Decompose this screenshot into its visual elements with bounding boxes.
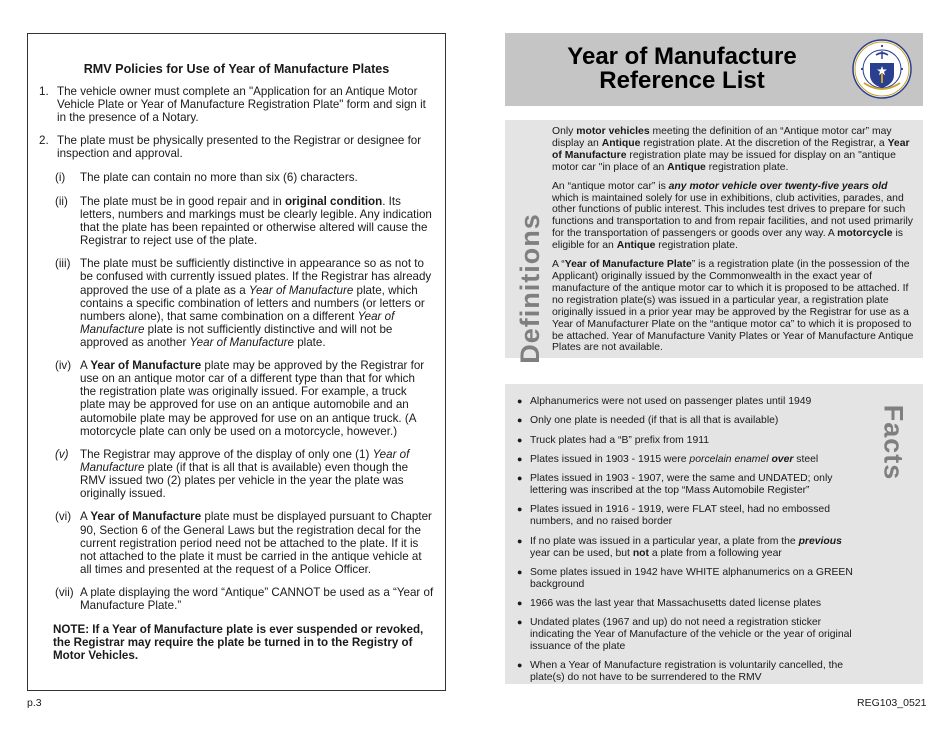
fact-item: ● Some plates issued in 1942 have WHITE alphanumerics on a GREEN background [517, 566, 853, 590]
fact-item: ● Alphanumerics were not used on passenger plates until 1949 [517, 396, 812, 407]
sub-text: A Year of Manufacture plate may be approved by the Registrar for use on an antique motor car of a different type than that for which the registration plate was originally issued. For example, a truck plate may be approved for use on an antique automobile and an automobile plate may be approved for use on an antique truck. (A motorcycle plate can only be used on a motorcycle, however.) [80, 359, 425, 438]
sub-policy-list [55, 171, 434, 612]
bullet-icon: ● [517, 453, 523, 464]
bullet-icon: ● [517, 617, 523, 628]
form-code: REG103_0521 [857, 697, 927, 709]
facts-section [505, 384, 923, 684]
policies-panel [27, 33, 446, 691]
bullet-icon: ● [517, 566, 523, 577]
sub-text: A plate displaying the word “Antique” CANNOT be used as a “Year of Manufacture Plate.” [80, 586, 434, 613]
reference-header [505, 33, 923, 106]
policy-item-2 [39, 134, 434, 160]
bullet-icon: ● [517, 473, 523, 484]
sub-policy-ii [55, 195, 434, 247]
bullet-icon: ● [517, 396, 523, 406]
fact-item: ● If no plate was issued in a particular year, a plate from the previous year can be used, but not a plate from a following year [517, 535, 842, 559]
sub-number: (iii) [55, 257, 71, 271]
page-number: p.3 [27, 697, 42, 709]
policy-list [39, 85, 434, 662]
sub-number: (vi) [55, 510, 72, 524]
sub-policy-v [55, 448, 434, 500]
bullet-icon: ● [517, 415, 523, 426]
fact-item: ● Only one plate is needed (if that is all that is available) [517, 415, 779, 427]
title-line-2: Reference List [599, 67, 765, 94]
sub-policy-vi [55, 510, 434, 575]
sub-text: A Year of Manufacture plate must be displayed pursuant to Chapter 90, Section 6 of the General Laws but the registration decal for the current registration period need not be attached to the plate. If it is not attached to the plate it must be carried in the antique vehicle at all times and presented at the request of a Police Officer. [80, 510, 432, 576]
sub-policy-iv [55, 359, 434, 438]
definitions-section [505, 120, 923, 364]
sub-number: (v) [55, 447, 69, 461]
bullet-icon: ● [517, 504, 523, 515]
reference-title [527, 45, 837, 93]
suspension-note: NOTE: If a Year of Manufacture plate is ever suspended or revoked, the Registrar may require the plate be turned in to the Registry of Motor Vehicles. [53, 622, 424, 662]
sub-text: The plate can contain no more than six (6) characters. [80, 171, 358, 185]
fact-item: ● Truck plates had a “B” prefix from 1911 [517, 434, 710, 446]
policy-number: 1. [39, 85, 49, 98]
definition-paragraph: Only motor vehicles meeting the definition of an “Antique motor car” may display an Antique registration plate. At the discretion of the Registrar, a Year of Manufacture registration plate may be issued for display on an "antique motor car "in place of an Antique registration plate. [552, 126, 910, 173]
sub-number: (vii) [55, 586, 74, 600]
definitions-body [552, 126, 915, 361]
fact-item: ● Plates issued in 1903 - 1907, were the same and UNDATED; only lettering was inscribed at the top “Mass Automobile Register” [517, 473, 833, 497]
sub-number: (iv) [55, 359, 72, 373]
policy-item-1 [39, 85, 434, 124]
fact-item: ● 1966 was the last year that Massachusetts dated license plates [517, 598, 822, 609]
sub-number: (ii) [55, 194, 68, 208]
policy-text: The vehicle owner must complete an "Application for an Antique Motor Vehicle Plate or Year of Manufacture Registration Plate" form and sign it in the presence of a Notary. [57, 85, 426, 125]
definitions-label: Definitions [514, 212, 545, 364]
fact-item: ● Plates issued in 1903 - 1915 were porcelain enamel over steel [517, 453, 819, 465]
fact-item: ● Plates issued in 1916 - 1919, were FLAT steel, had no embossed numbers, and no raised border [517, 504, 830, 528]
definition-paragraph: A “Year of Manufacture Plate” is a registration plate (in the possession of the Applicant) originally issued by the Commonwealth in the exact year of manufacture of the antique motor car to which it is proposed to be attached. If no registration plate(s) was issued in a particular year, a registration plate originally issued in a prior year may be approved by the Registrar for use as a Year of Manufacturer Plate on the “antique motor ca” to which it is proposed to be attached. Year of Manufacture Vanity Plates or Year of Manufacture Antique Plates are not available. [552, 259, 914, 354]
facts-list [517, 396, 857, 692]
massachusetts-seal-icon [852, 39, 912, 99]
sub-policy-i [55, 171, 434, 184]
sub-text: The Registrar may approve of the display of only one (1) Year of Manufacture plate (if that is all that is available) even though the RMV issued two (2) plates per vehicle in the year the plate was originally issued. [80, 447, 410, 501]
sub-policy-iii [55, 257, 434, 349]
fact-item: ● When a Year of Manufacture registration is voluntarily cancelled, the plate(s) do not have to be surrendered to the RMV [517, 660, 844, 684]
bullet-icon: ● [517, 598, 523, 608]
bullet-icon: ● [517, 434, 523, 445]
policies-title: RMV Policies for Use of Year of Manufacture Plates [83, 62, 390, 76]
sub-number: (i) [55, 171, 66, 185]
policy-text: The plate must be physically presented to the Registrar or designee for inspection and approval. [57, 134, 422, 161]
sub-text: The plate must be in good repair and in original condition. Its letters, numbers and markings must be clearly legible. Any indication that the plate has been repainted or otherwise altered will cause the Registrar to reject use of the plate. [80, 194, 432, 248]
title-line-1: Year of Manufacture [567, 43, 797, 70]
policy-number: 2. [39, 134, 49, 148]
bullet-icon: ● [517, 660, 523, 671]
sub-policy-vii [55, 586, 434, 612]
definition-paragraph: An “antique motor car” is any motor vehicle over twenty-five years old which is maintained solely for use in exhibitions, club activities, parades, and other functions of public interest. This includes test drives to prepare for such functions and transportation to and from repair facilities, and not used primarily for the transportation of passengers or goods over any way. A motorcycle is eligible for an Antique registration plate. [552, 180, 913, 252]
sub-text: The plate must be sufficiently distinctive in appearance so as not to be confused with currently issued plates. If the Registrar has already approved the use of a plate as a Year of Manufacture plate, which contains a specific combination of letters and numbers (or letters or numbers alone), that same combination on a different Year of Manufacture plate is not sufficiently distinctive and will not be approved as another Year of Manufacture plate. [80, 257, 432, 349]
bullet-icon: ● [517, 535, 523, 546]
fact-item: ● Undated plates (1967 and up) do not need a registration sticker indicating the Year of Manufacture of the vehicle or the year of original issuance of the plate [517, 617, 852, 653]
facts-label: Facts [878, 404, 909, 480]
